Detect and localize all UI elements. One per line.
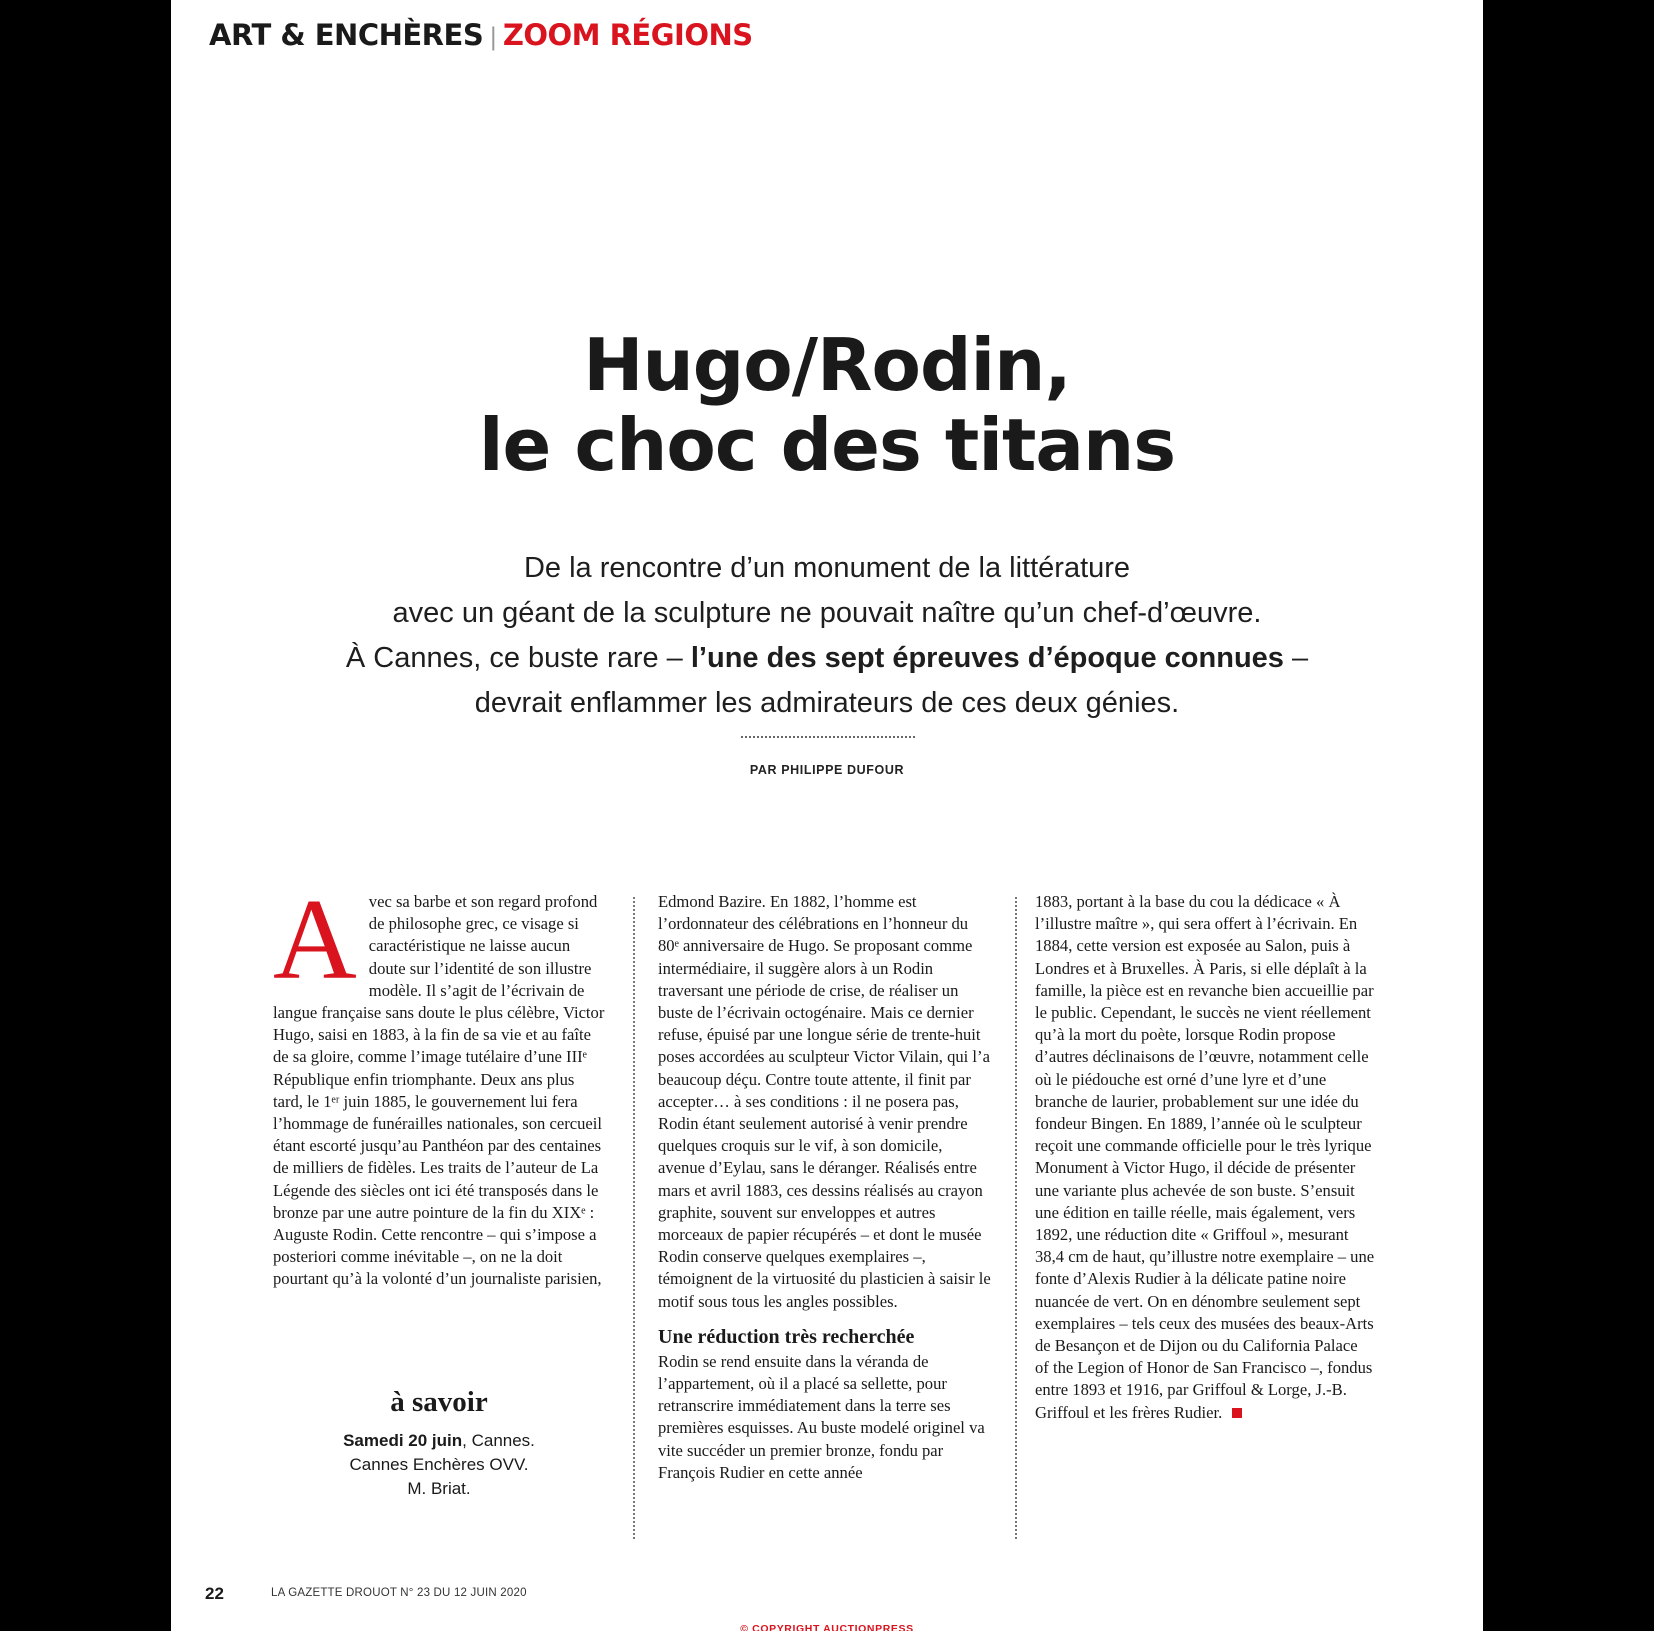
standfirst-line-2: avec un géant de la sculpture ne pouvait naître qu’un chef-d’œuvre. — [392, 597, 1262, 629]
standfirst-line-3 — [171, 636, 1483, 681]
a-savoir-heading: à savoir — [390, 1386, 488, 1418]
standfirst — [171, 546, 1483, 726]
column-rule-1 — [633, 897, 635, 1539]
column-1-text: vec sa barbe et son regard profond de philosophe grec, ce visage si caractéristique ne laisse aucun doute sur l’identité de son illustre modèle. Il s’agit de l’écrivain de langue française sans doute le plus célèbre, Victor Hugo, saisi en 1883, à la fin de sa vie et au faîte de sa gloire, comme l’image tutélaire d’une IIIᵉ République enfin triomphante. Deux ans plus tard, le 1ᵉʳ juin 1885, le gouvernement lui fera l’hommage de funérailles nationales, son cercueil étant escorté jusqu’au Panthéon par des centaines de milliers de fidèles. Les traits de l’auteur de La Légende des siècles ont ici été transposés dans le bronze par une autre pointure de la fin du XIXᵉ : Auguste Rodin. Cette rencontre – qui s’impose a posteriori comme inévitable –, on ne la doit pourtant qu’à la volonté d’un journaliste parisien, — [273, 892, 605, 1289]
title-line-2: le choc des titans — [478, 403, 1176, 487]
column-3-body: 1883, portant à la base du cou la dédicace « À l’illustre maître », qui sera offert à l’écrivain. En 1884, cette version est exposée au Salon, puis à Londres et à Bruxelles. À Paris, si elle déplaît à la famille, la pièce est en revanche bien accueillie par le public. Cependant, le succès ne vient réellement qu’à la mort du poète, lorsque Rodin propose d’autres déclinaisons de l’œuvre, notamment celle où le piédouche est orné d’une lyre et d’une branche de laurier, probablement sur une idée du fondeur Bingen. En 1889, l’année où le sculpteur reçoit une commande officielle pour le très lyrique Monument à Victor Hugo, il décide de présenter une variante plus achevée de son buste. S’ensuit une édition en taille réelle, mais également, vers 1892, une réduction dite « Griffoul », mesurant 38,4 cm de haut, qu’illustre notre exemplaire – une fonte d’Alexis Rudier à la délicate patine noire nuancée de vert. On en dénombre seulement sept exemplaires – tels ceux des musées des beaux-Arts de Besançon et de Dijon ou du California Palace of the Legion of Honor de San Francisco –, fondus entre 1893 et 1916, par Griffoul & Lorge, J.-B. Griffoul et les frères Rudier. — [1035, 892, 1375, 1422]
title-line-1: Hugo/Rodin, — [583, 323, 1071, 407]
end-mark-icon — [1232, 1408, 1242, 1418]
column-1 — [273, 876, 605, 1291]
header-separator: | — [489, 23, 497, 51]
standfirst-line-3-end: – — [1283, 642, 1309, 674]
a-savoir-box — [273, 1385, 605, 1501]
issue-info: LA GAZETTE DROUOT N° 23 DU 12 JUIN 2020 — [271, 1587, 527, 1599]
column-rule-2 — [1015, 897, 1017, 1539]
page-number: 22 — [205, 1584, 224, 1603]
column-2 — [658, 891, 991, 1484]
standfirst-highlight: l’une des sept épreuves d’époque connues — [690, 642, 1284, 674]
copyright-notice: © COPYRIGHT AUCTIONPRESS — [740, 1623, 914, 1631]
subsection-label: ZOOM RÉGIONS — [502, 18, 753, 52]
standfirst-line-3-start: À Cannes, ce buste rare – — [345, 642, 691, 674]
drop-cap: A — [273, 876, 357, 1004]
standfirst-line-1: De la rencontre d’un monument de la littérature — [523, 552, 1131, 584]
column-3 — [1035, 891, 1375, 1424]
sale-location: , Cannes. — [462, 1431, 535, 1450]
sale-date — [273, 1429, 605, 1453]
column-3-text — [1035, 891, 1375, 1424]
byline: PAR PHILIPPE DUFOUR — [749, 763, 905, 777]
column-2-text-continued: Rodin se rend ensuite dans la véranda de l’appartement, où il a placé sa sellette, pour retranscrire immédiatement dans la terre ses premières esquisses. Au buste modelé originel va vite succéder un premier bronze, fondu par François Rudier en cette année — [658, 1351, 985, 1482]
expert: M. Briat. — [407, 1479, 471, 1498]
sale-date-bold: Samedi 20 juin — [343, 1431, 463, 1450]
auction-house: Cannes Enchères OVV. — [349, 1455, 529, 1474]
standfirst-line-4: devrait enflammer les admirateurs de ces deux génies. — [474, 687, 1180, 719]
dotted-divider — [741, 736, 915, 738]
section-header — [209, 18, 753, 52]
section-label: ART & ENCHÈRES — [209, 18, 484, 52]
column-2-text: Edmond Bazire. En 1882, l’homme est l’ordonnateur des célébrations en l’honneur du 80ᵉ anniversaire de Hugo. Se proposant comme intermédiaire, il suggère alors à un Rodin traversant une période de crise, de réaliser un buste de l’écrivain octogénaire. Mais ce dernier refuse, épuisé par une longue série de trente-huit poses accordées au sculpteur Victor Vilain, qui l’a beaucoup déçu. Contre toute attente, il finit par accepter… à ses conditions : il ne posera pas, Rodin étant seulement autorisé à venir prendre quelques croquis sur le vif, à son domicile, avenue d’Eylau, sans le déranger. Réalisés entre mars et avril 1883, ces dessins réalisés au crayon graphite, souvent sur enveloppes et autres morceaux de papier récupérés – et dont le musée Rodin conserve quelques exemplaires –, témoignent de la virtuosité du plasticien à saisir le motif sous tous les angles possibles. — [658, 892, 991, 1311]
subheading: Une réduction très recherchée — [658, 1325, 915, 1348]
magazine-page — [171, 0, 1483, 1631]
article-title — [171, 325, 1483, 485]
